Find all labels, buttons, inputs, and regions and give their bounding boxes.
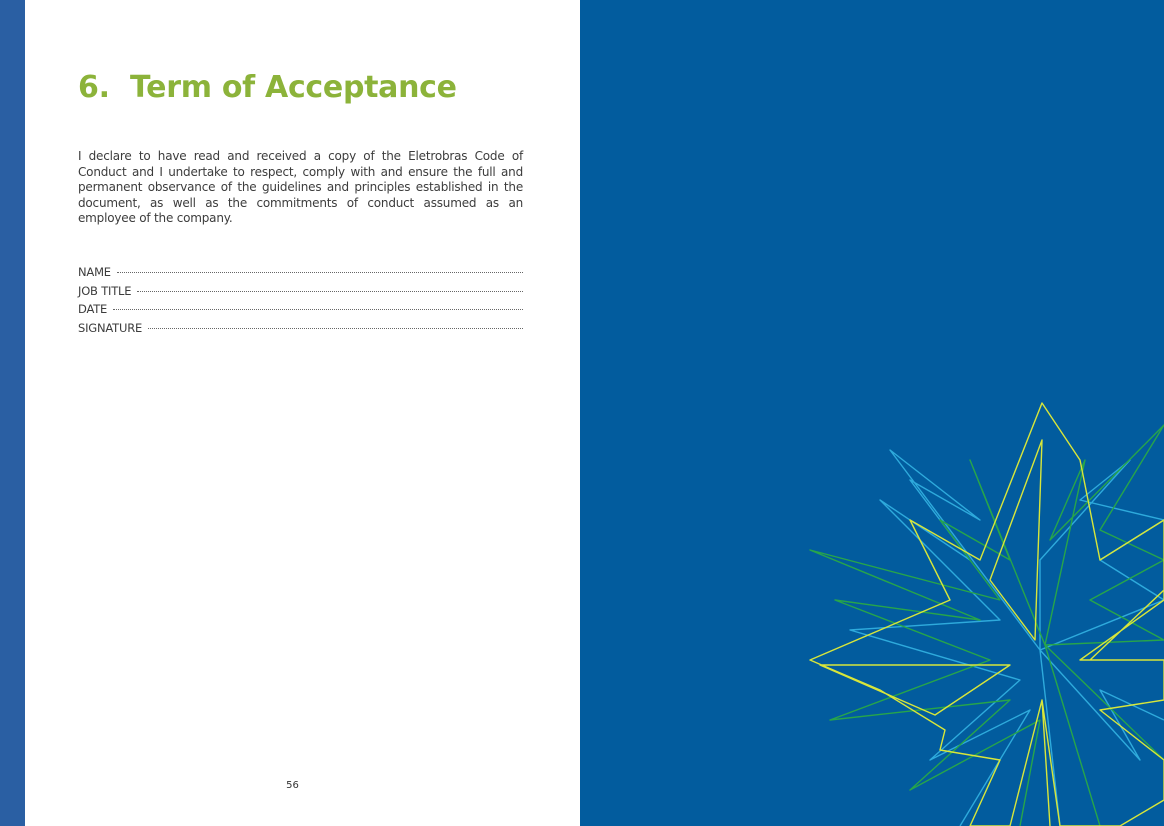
acceptance-form (78, 265, 523, 339)
section-number: 6. (78, 70, 110, 105)
field-dotted-line (117, 272, 523, 273)
blue-cover-panel (580, 0, 1164, 826)
form-line-signature[interactable] (78, 321, 523, 340)
field-label-date: DATE (78, 302, 108, 316)
left-edge-stripe (0, 0, 25, 826)
star-outline-green (810, 425, 1164, 826)
star-outline-yellow (810, 403, 1164, 826)
form-line-name[interactable] (78, 265, 523, 284)
page-title (78, 70, 457, 105)
document-page (25, 0, 580, 826)
field-dotted-line (148, 328, 523, 329)
section-title: Term of Acceptance (130, 70, 457, 105)
page-number: 56 (286, 780, 299, 791)
form-line-job-title[interactable] (78, 284, 523, 303)
field-label-signature: SIGNATURE (78, 320, 143, 335)
declaration-paragraph: I declare to have read and received a copy of the Eletrobras Code of Conduct and I undertake to respect, comply with and ensure the full and permanent observance of the guidelines and principles established in the document, as well as the commitments of conduct assumed as an employee of the company. (78, 149, 523, 226)
field-label-name: NAME (78, 265, 111, 279)
field-dotted-line (137, 291, 523, 292)
star-burst-graphic (580, 0, 1164, 826)
form-line-date[interactable] (78, 302, 523, 321)
field-dotted-line (113, 309, 523, 310)
star-outline-cyan (850, 450, 1164, 826)
field-label-job-title: JOB TITLE (78, 283, 132, 298)
